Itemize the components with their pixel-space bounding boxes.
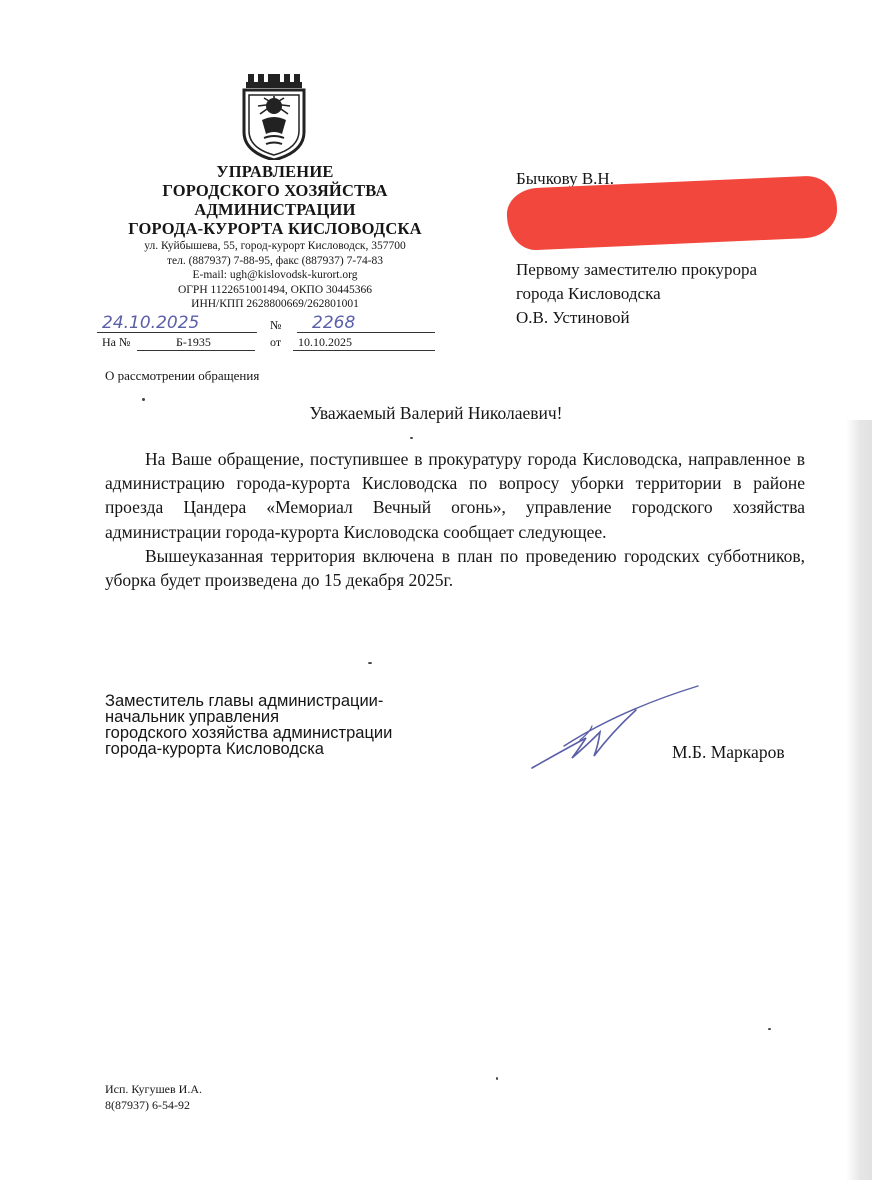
org-inn: ИНН/КПП 2628800669/262801001 [191,298,359,311]
scan-speck [496,1077,498,1080]
handwritten-date: 24.10.2025 [102,313,200,333]
position-line: Заместитель главы администрации- [105,692,384,710]
position-line: городского хозяйства администрации [105,724,393,742]
org-name-line: УПРАВЛЕНИЕ [216,162,334,181]
org-email: E-mail: ugh@kislovodsk-kurort.org [192,269,358,282]
org-ogrn: ОГРН 1122651001494, ОКПО 30445366 [177,283,373,296]
ref-number-underline [137,350,255,351]
org-address: ул. Куйбышева, 55, город-курорт Кисловодск, 357700 [144,240,406,252]
position-line: начальник управления [105,708,280,726]
addressee-city: города Кисловодска [516,284,661,303]
scan-speck [768,1028,771,1030]
letter-body [105,447,805,592]
redaction-mark [506,175,838,251]
handwritten-signature-icon [520,680,710,780]
letterhead-block [100,162,450,312]
body-paragraph: Вышеуказанная территория включена в план по проведению городских субботников, уборка будет произведена до 15 декабря 2025г. [105,545,805,591]
ref-number: Б-1935 [176,335,211,349]
org-name-line: ГОРОДА-КУРОРТА КИСЛОВОДСКА [128,219,422,238]
greeting: Уважаемый Валерий Николаевич! [309,403,563,423]
date-underline [97,332,257,333]
number-label: № [270,318,282,332]
ref-from-label: от [270,335,282,349]
executor-info [105,1082,202,1113]
ref-label: На № [102,335,131,349]
scan-speck [410,437,413,439]
body-paragraph: На Ваше обращение, поступившее в прокуратуру города Кисловодска, направленное в администрацию города-курорта Кисловодска по вопросу уборки территории в районе проезда Цандера «Мемориал Вечный огонь», управление городского хозяйства администрации города-курорта Кисловодска сообщает следующее. [105,449,805,542]
position-line: города-курорта Кисловодска [105,740,324,758]
ref-date: 10.10.2025 [298,335,352,349]
scan-speck [368,662,372,664]
coat-of-arms-icon [238,74,310,160]
executor-phone: 8(87937) 6-54-92 [105,1097,190,1112]
subject-line: О рассмотрении обращения [105,368,260,383]
signatory-name: М.Б. Маркаров [672,742,785,762]
scan-shadow-edge [846,420,872,1180]
addressee-position: Первому заместителю прокурора [516,260,758,279]
executor-name: Исп. Кугушев И.А. [105,1082,203,1096]
addressee-recipient: О.В. Устиновой [516,308,630,327]
org-name-line: ГОРОДСКОГО ХОЗЯЙСТВА [162,181,388,200]
org-name-line: АДМИНИСТРАЦИИ [194,200,356,219]
ref-date-underline [293,350,435,351]
scan-speck [142,398,145,401]
org-phone: тел. (887937) 7-88-95, факс (887937) 7-74-83 [166,254,384,267]
number-underline [297,332,435,333]
handwritten-number: 2268 [312,313,356,333]
signatory-position [105,693,445,757]
addressee-name: Бычкову В.Н. [516,169,614,188]
